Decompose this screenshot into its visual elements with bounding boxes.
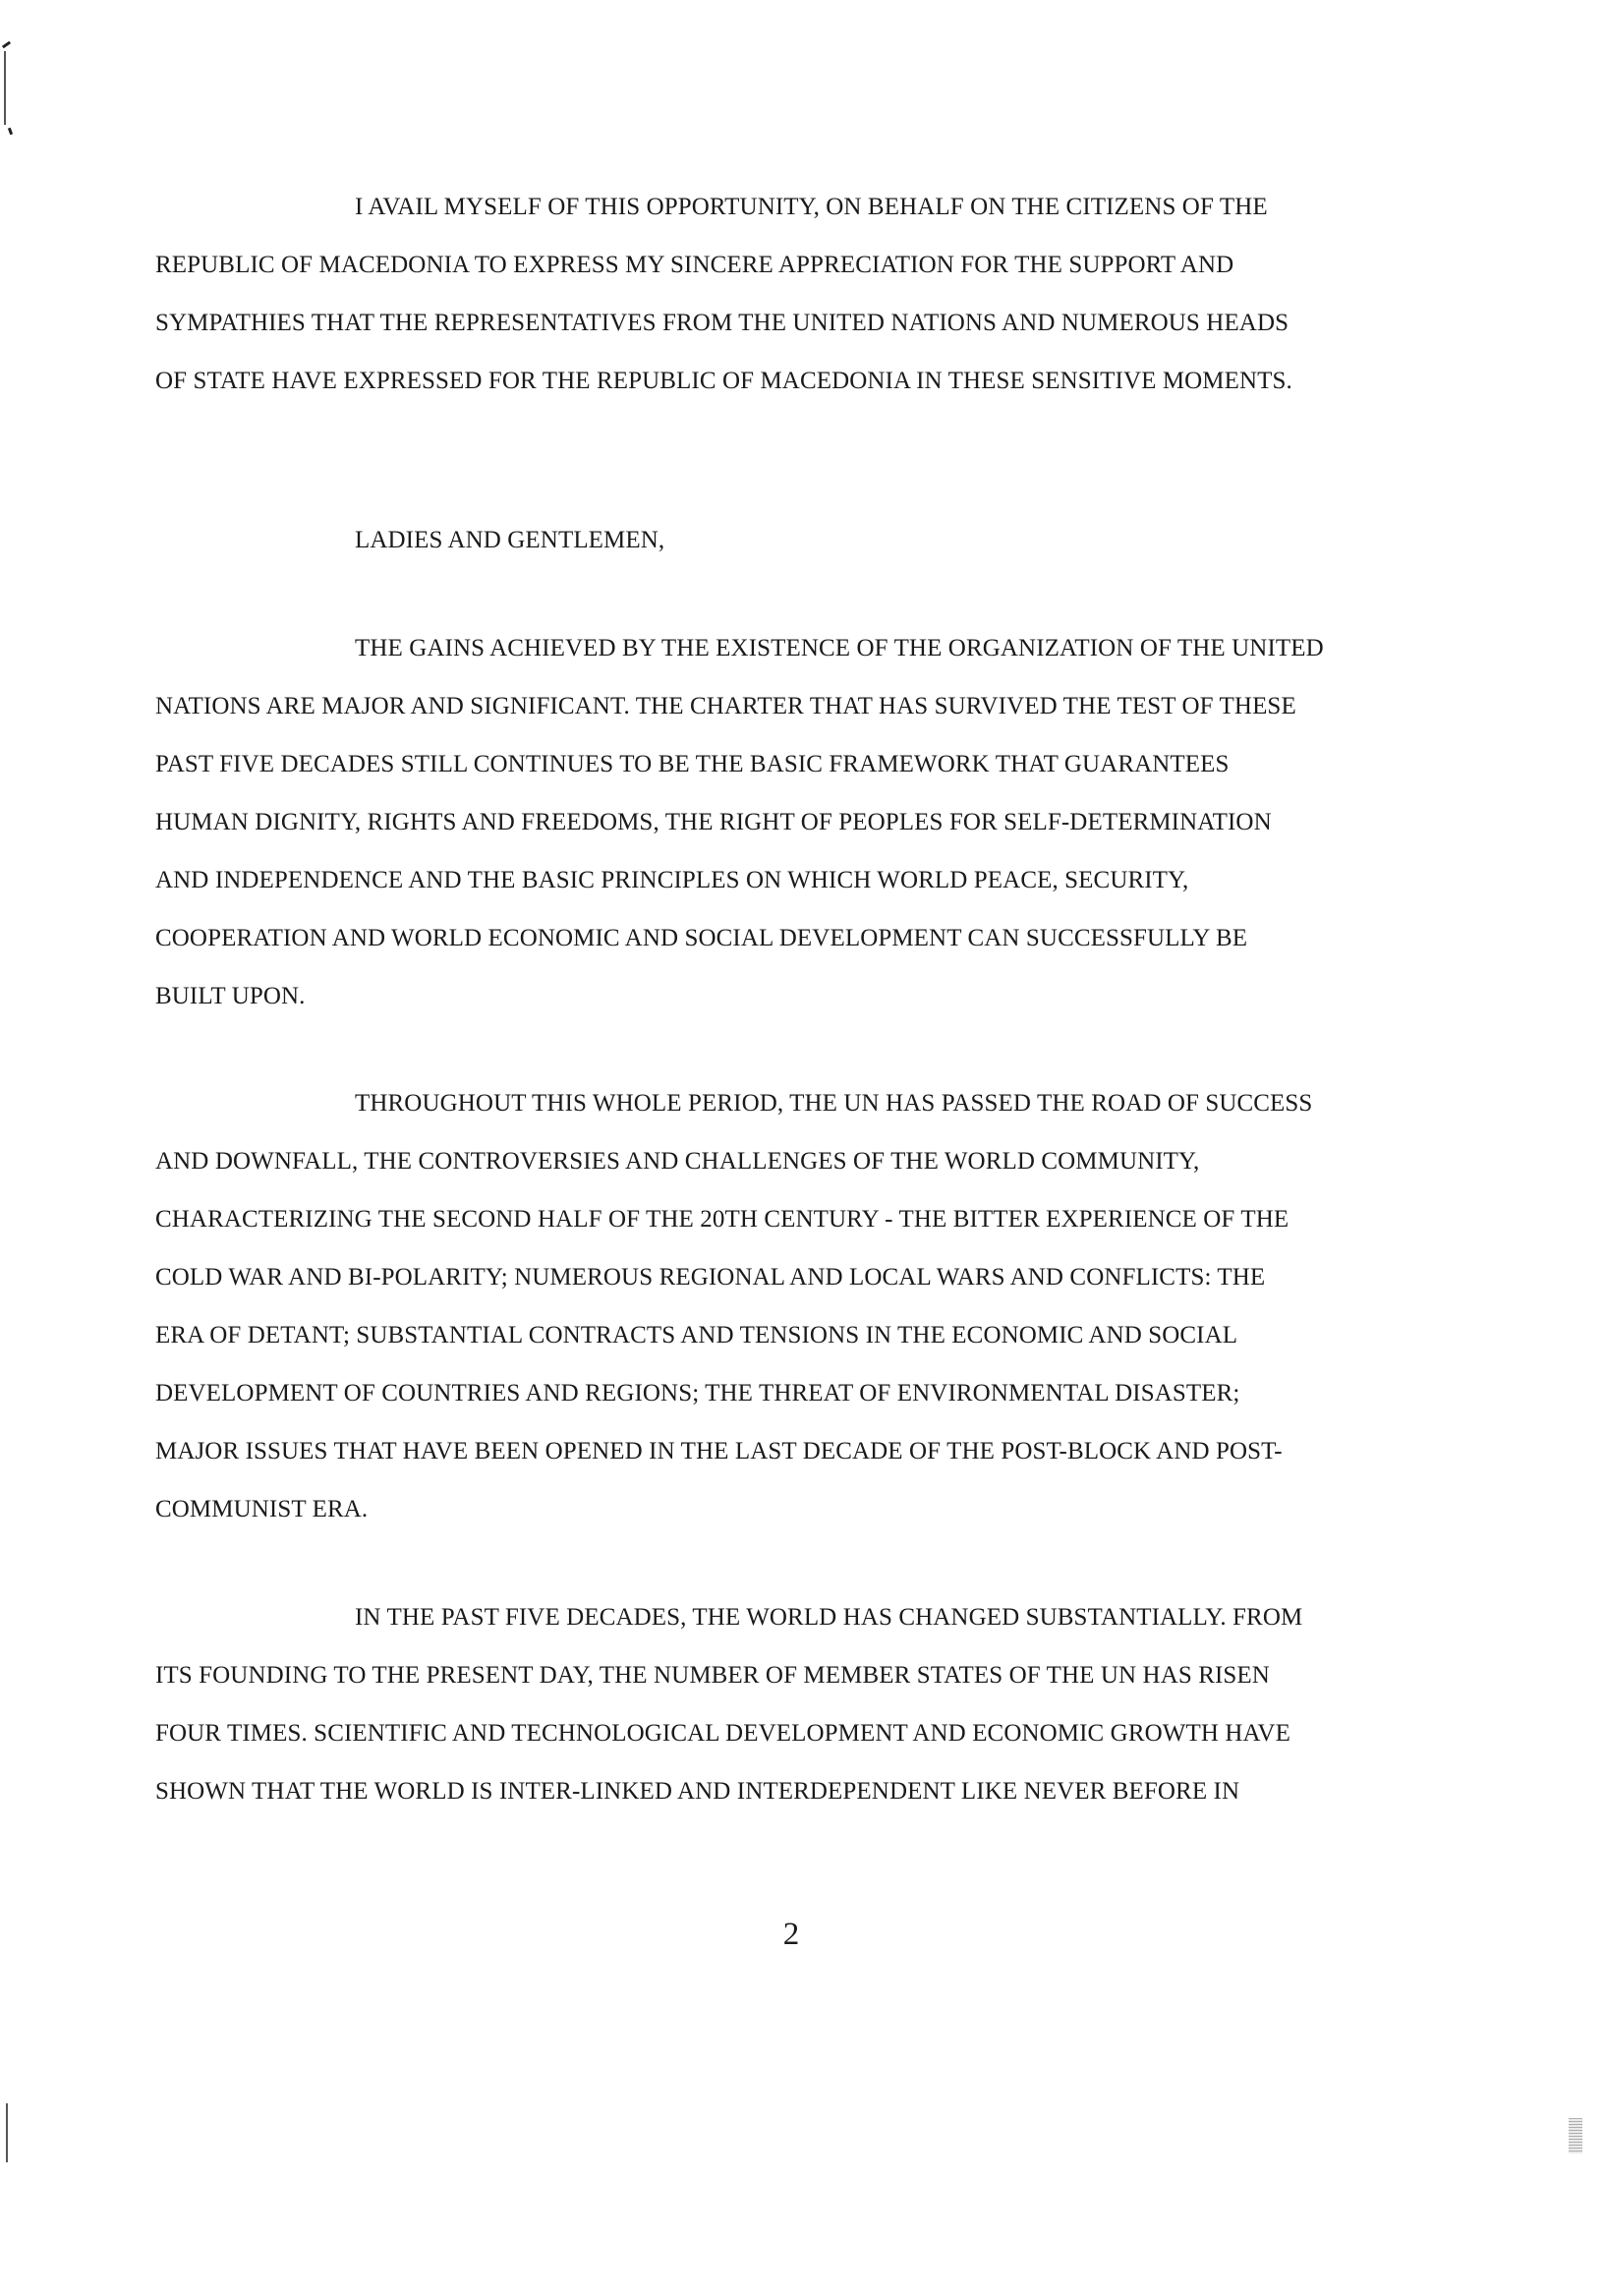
text-line: AND INDEPENDENCE AND THE BASIC PRINCIPLES ON WHICH WORLD PEACE, SECURITY, — [155, 867, 1189, 893]
text-line: COLD WAR AND BI-POLARITY; NUMEROUS REGIONAL AND LOCAL WARS AND CONFLICTS: THE — [155, 1264, 1266, 1291]
text-line: FOUR TIMES. SCIENTIFIC AND TECHNOLOGICAL DEVELOPMENT AND ECONOMIC GROWTH HAVE — [155, 1720, 1290, 1747]
text-line: NATIONS ARE MAJOR AND SIGNIFICANT. THE CHARTER THAT HAS SURVIVED THE TEST OF THESE — [155, 693, 1296, 719]
scan-mark — [6, 2103, 8, 2162]
text-line: ITS FOUNDING TO THE PRESENT DAY, THE NUMBER OF MEMBER STATES OF THE UN HAS RISEN — [155, 1662, 1270, 1689]
text-line: THE GAINS ACHIEVED BY THE EXISTENCE OF THE ORGANIZATION OF THE UNITED — [355, 635, 1324, 661]
text-line: COOPERATION AND WORLD ECONOMIC AND SOCIAL DEVELOPMENT CAN SUCCESSFULLY BE — [155, 925, 1248, 951]
text-line: LADIES AND GENTLEMEN, — [355, 527, 665, 553]
text-line: REPUBLIC OF MACEDONIA TO EXPRESS MY SINCERE APPRECIATION FOR THE SUPPORT AND — [155, 252, 1234, 278]
scan-noise — [1569, 2118, 1582, 2153]
text-line: AND DOWNFALL, THE CONTROVERSIES AND CHALLENGES OF THE WORLD COMMUNITY, — [155, 1148, 1200, 1175]
text-line: BUILT UPON. — [155, 983, 306, 1009]
text-line: IN THE PAST FIVE DECADES, THE WORLD HAS CHANGED SUBSTANTIALLY. FROM — [355, 1604, 1303, 1631]
text-line: I AVAIL MYSELF OF THIS OPPORTUNITY, ON BEHALF ON THE CITIZENS OF THE — [355, 194, 1268, 220]
scan-mark — [4, 51, 6, 125]
text-line: HUMAN DIGNITY, RIGHTS AND FREEDOMS, THE RIGHT OF PEOPLES FOR SELF-DETERMINATION — [155, 809, 1272, 835]
text-line: THROUGHOUT THIS WHOLE PERIOD, THE UN HAS PASSED THE ROAD OF SUCCESS — [355, 1090, 1313, 1117]
text-line: PAST FIVE DECADES STILL CONTINUES TO BE THE BASIC FRAMEWORK THAT GUARANTEES — [155, 751, 1230, 777]
page-number: 2 — [782, 1917, 800, 1952]
scan-mark — [2, 41, 11, 49]
text-line: SYMPATHIES THAT THE REPRESENTATIVES FROM THE UNITED NATIONS AND NUMEROUS HEADS — [155, 310, 1289, 336]
text-line: DEVELOPMENT OF COUNTRIES AND REGIONS; THE THREAT OF ENVIRONMENTAL DISASTER; — [155, 1380, 1240, 1406]
text-line: COMMUNIST ERA. — [155, 1496, 369, 1522]
text-line: CHARACTERIZING THE SECOND HALF OF THE 20TH CENTURY - THE BITTER EXPERIENCE OF THE — [155, 1206, 1289, 1233]
text-line: ERA OF DETANT; SUBSTANTIAL CONTRACTS AND TENSIONS IN THE ECONOMIC AND SOCIAL — [155, 1322, 1238, 1349]
text-line: OF STATE HAVE EXPRESSED FOR THE REPUBLIC OF MACEDONIA IN THESE SENSITIVE MOMENTS. — [155, 368, 1292, 394]
text-line: SHOWN THAT THE WORLD IS INTER-LINKED AND INTERDEPENDENT LIKE NEVER BEFORE IN — [155, 1778, 1240, 1805]
scan-mark — [8, 128, 13, 136]
text-line: MAJOR ISSUES THAT HAVE BEEN OPENED IN THE LAST DECADE OF THE POST-BLOCK AND POST- — [155, 1438, 1283, 1464]
